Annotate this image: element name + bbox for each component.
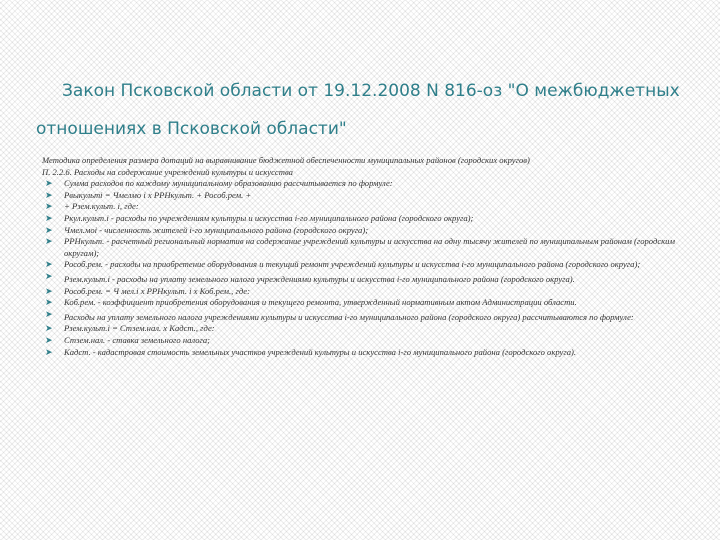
list-item-text: Ркул.культ.i - расходы по учреждениям культуры и искусства i-го муниципального района (городского округа); xyxy=(64,212,474,223)
list-item xyxy=(42,236,682,259)
list-item-text: Стзем.нал. - ставка земельного налога; xyxy=(64,334,211,345)
list-item-text: Рособ.рем. = Ч мел.i x РРНкульт. i x Коб.рем., где: xyxy=(64,285,250,296)
list-item-text: Коб.рем. - коэффициент приобретения оборудования и текущего ремонта, утвержденный нормативным актом Администрации области. xyxy=(64,297,577,308)
list-item xyxy=(42,347,682,359)
list-item xyxy=(42,190,682,202)
list-item-text: Рзем.культ.i = Стзем.нал. x Кадст., где: xyxy=(64,323,215,334)
bullet-icon: ➤ xyxy=(45,189,53,200)
content-list xyxy=(42,178,682,358)
bullet-icon: ➤ xyxy=(45,334,53,345)
list-item xyxy=(42,178,682,190)
list-item xyxy=(42,286,682,298)
methodology-heading: Методика определения размера дотаций на выравнивание бюджетной обеспеченности муниципальных районов (городских округов) xyxy=(42,155,530,165)
bullet-icon: ➤ xyxy=(45,236,53,247)
bullet-icon: ➤ xyxy=(45,323,53,334)
bullet-icon: ➤ xyxy=(45,224,53,235)
list-item-text: Сумма расходов по каждому муниципальному образованию рассчитывается по формуле: xyxy=(64,178,393,189)
list-item xyxy=(42,297,682,309)
content-block xyxy=(42,155,682,358)
list-item-text: Рвыкультi = Чмелмо i x РРНкульт. + Рособ.рем. + xyxy=(64,189,252,200)
section-heading: П. 2.2.6. Расходы на содержание учреждений культуры и искусства xyxy=(42,166,293,177)
list-item xyxy=(42,213,682,225)
list-item xyxy=(42,259,682,271)
bullet-icon: ➤ xyxy=(45,178,53,189)
list-item-text: Рособ.рем. - расходы на приобретение оборудования и текущий ремонт учреждений культуры и искусства i-го муниципального района (городского округа); xyxy=(64,259,641,270)
list-item xyxy=(42,309,682,324)
list-item-text: Рзем.культ.i - расходы на уплату земельного налога учреждениями культуры и искусства i-го муниципального района (городского округа). xyxy=(64,273,575,284)
list-item-text: Расходы на уплату земельного налога учреждениями культуры и искусства i-го муниципального района (городского округа) рассчитываются по формуле: xyxy=(64,311,634,322)
list-item xyxy=(42,335,682,347)
bullet-icon: ➤ xyxy=(45,285,53,296)
list-item xyxy=(42,271,682,286)
bullet-icon: ➤ xyxy=(45,212,53,223)
page-title-line-1: Закон Псковской области от 19.12.2008 N 816-оз "О межбюджетных xyxy=(62,81,680,101)
bullet-icon: ➤ xyxy=(45,270,53,281)
list-item xyxy=(42,323,682,335)
list-item-text: РРНкульт. - расчетный региональный норматив на содержание учреждений культуры и искусства на одну тысячу жителей по муниципальным районам (городским округам); xyxy=(64,236,675,258)
list-item xyxy=(42,225,682,237)
list-item-text: Кадст. - кадастровая стоимость земельных участков учреждений культуры и искусства i-го муниципального района (городского округа). xyxy=(64,346,577,357)
page-title-line-2: отношениях в Псковской области" xyxy=(36,119,347,139)
list-item-text: Чмел.моi - численность жителей i-го муниципального района (городского округа); xyxy=(64,224,369,235)
bullet-icon: ➤ xyxy=(45,201,53,212)
list-item xyxy=(42,201,682,213)
bullet-icon: ➤ xyxy=(45,308,53,319)
bullet-icon: ➤ xyxy=(45,259,53,270)
page-title xyxy=(36,72,696,148)
bullet-icon: ➤ xyxy=(45,346,53,357)
list-item-text: + Рзем.культ. i, где: xyxy=(64,201,139,212)
bullet-icon: ➤ xyxy=(45,297,53,308)
